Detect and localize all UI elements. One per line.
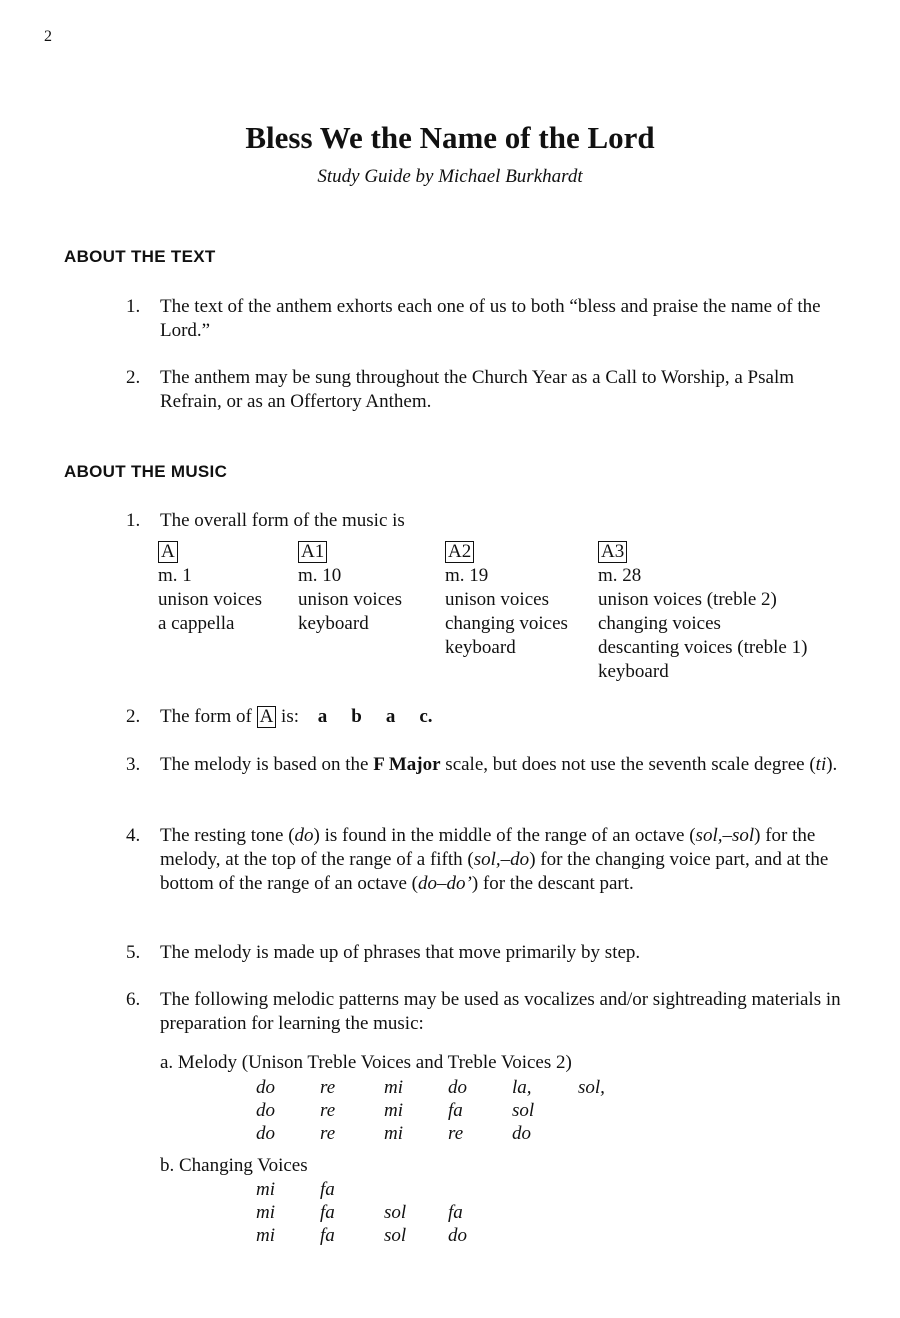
form-section-a2: [445, 540, 568, 660]
item-text: [160, 705, 846, 729]
form-line: changing voices: [445, 613, 568, 634]
text-run: The resting tone (: [160, 825, 295, 846]
section-heading-about-text: ABOUT THE TEXT: [64, 247, 216, 266]
sub-item-changing-voices: b. Changing Voices: [160, 1155, 308, 1176]
solfege-syllable: do: [256, 1100, 275, 1121]
solfege-syllable: mi: [384, 1077, 403, 1098]
form-line: m. 1: [158, 565, 192, 586]
solfege-syllable: re: [320, 1123, 336, 1144]
form-line: unison voices (treble 2): [598, 589, 777, 610]
solfege-syllable: fa: [448, 1202, 463, 1223]
section-heading-about-music: ABOUT THE MUSIC: [64, 462, 228, 481]
page-subtitle: Study Guide by Michael Burkhardt: [317, 166, 583, 187]
form-letter: a: [317, 706, 328, 727]
solfege-ti: ti: [815, 754, 827, 775]
sub-item-melody: a. Melody (Unison Treble Voices and Treble Voices 2): [160, 1052, 572, 1073]
item-text: [160, 753, 846, 777]
form-line: unison voices: [158, 589, 262, 610]
form-letter: c.: [419, 706, 433, 727]
list-item: [126, 988, 846, 1036]
text-run-italic: do: [294, 825, 314, 846]
item-number: 1.: [126, 296, 141, 317]
solfege-syllable: sol,: [578, 1077, 605, 1098]
solfege-syllable: sol: [384, 1202, 407, 1223]
form-line: descanting voices (treble 1): [598, 637, 808, 658]
solfege-syllable: mi: [256, 1225, 275, 1246]
item-text-pre: The melody is based on the: [160, 754, 369, 775]
scale-name: F Major: [373, 754, 441, 775]
item-number: 5.: [126, 942, 141, 963]
solfege-syllable: do: [512, 1123, 531, 1144]
text-run: ) is found in the middle of the range of an octave (: [313, 825, 696, 846]
solfege-syllable: do: [448, 1077, 467, 1098]
page-number: 2: [44, 28, 52, 45]
list-item: [126, 824, 846, 896]
item-text-post: scale, but does not use the seventh scale degree (: [445, 754, 816, 775]
form-label-box: A1: [298, 541, 327, 563]
item-text-pre: The form of: [160, 706, 252, 727]
item-number: 2.: [126, 367, 141, 388]
form-line: changing voices: [598, 613, 721, 634]
list-item: [126, 705, 846, 729]
text-run-italic: do–do’: [417, 873, 472, 894]
form-line: keyboard: [298, 613, 369, 634]
item-text: The overall form of the music is: [160, 510, 405, 531]
form-letter: a: [385, 706, 396, 727]
page-title: Bless We the Name of the Lord: [245, 120, 655, 155]
solfege-syllable: fa: [448, 1100, 463, 1121]
item-number: 4.: [126, 825, 141, 846]
solfege-syllable: re: [320, 1100, 336, 1121]
text-run: ) for the descant part.: [471, 873, 634, 894]
item-text: The following melodic patterns may be used as vocalizes and/or sightreading materials in preparation for learning the music:: [160, 989, 841, 1034]
form-section-a: [158, 540, 262, 636]
item-text-post: is:: [281, 706, 299, 727]
solfege-syllable: do: [256, 1077, 275, 1098]
form-line: keyboard: [598, 661, 669, 682]
solfege-syllable: re: [448, 1123, 464, 1144]
item-text: The anthem may be sung throughout the Church Year as a Call to Worship, a Psalm Refrain, or as an Offertory Anthem.: [160, 367, 794, 412]
form-line: a cappella: [158, 613, 235, 634]
list-item: [126, 509, 846, 533]
text-run: ) for the melody, at the top of the range of a fifth (: [160, 825, 816, 870]
solfege-syllable: fa: [320, 1225, 335, 1246]
item-text: The melody is made up of phrases that move primarily by step.: [160, 942, 641, 963]
item-number: 1.: [126, 510, 141, 531]
solfege-syllable: mi: [384, 1100, 403, 1121]
form-section-a1: [298, 540, 402, 636]
form-line: unison voices: [298, 589, 402, 610]
solfege-syllable: fa: [320, 1179, 335, 1200]
list-item: [126, 941, 846, 965]
list-item: [126, 295, 846, 343]
form-line: m. 19: [445, 565, 489, 586]
text-run: ) for the changing voice part, and at the bottom of the range of an octave (: [160, 849, 829, 894]
item-text: The text of the anthem exhorts each one of us to both “bless and praise the name of the Lord.”: [160, 296, 821, 341]
solfege-syllable: sol: [512, 1100, 535, 1121]
form-letters: [318, 706, 457, 727]
text-run-italic: sol,–do: [473, 849, 530, 870]
form-label-box: A3: [598, 541, 627, 563]
solfege-syllable: do: [256, 1123, 275, 1144]
solfege-syllable: mi: [256, 1202, 275, 1223]
form-line: keyboard: [445, 637, 516, 658]
form-line: m. 10: [298, 565, 342, 586]
list-item: [126, 366, 846, 414]
form-label-box: A2: [445, 541, 474, 563]
form-line: unison voices: [445, 589, 549, 610]
solfege-syllable: fa: [320, 1202, 335, 1223]
item-number: 6.: [126, 989, 141, 1010]
form-line: m. 28: [598, 565, 642, 586]
form-label-box: A: [257, 706, 277, 728]
list-item: [126, 753, 846, 777]
item-text-end: ).: [826, 754, 838, 775]
form-letter: b: [351, 706, 362, 727]
item-number: 2.: [126, 706, 141, 727]
form-label-box: A: [158, 541, 178, 563]
item-text: [160, 824, 846, 896]
form-section-a3: [598, 540, 807, 684]
text-run-italic: sol,–sol: [695, 825, 755, 846]
solfege-syllable: mi: [384, 1123, 403, 1144]
solfege-syllable: mi: [256, 1179, 275, 1200]
solfege-syllable: la,: [512, 1077, 532, 1098]
solfege-syllable: sol: [384, 1225, 407, 1246]
solfege-syllable: re: [320, 1077, 336, 1098]
item-number: 3.: [126, 754, 141, 775]
solfege-syllable: do: [448, 1225, 467, 1246]
